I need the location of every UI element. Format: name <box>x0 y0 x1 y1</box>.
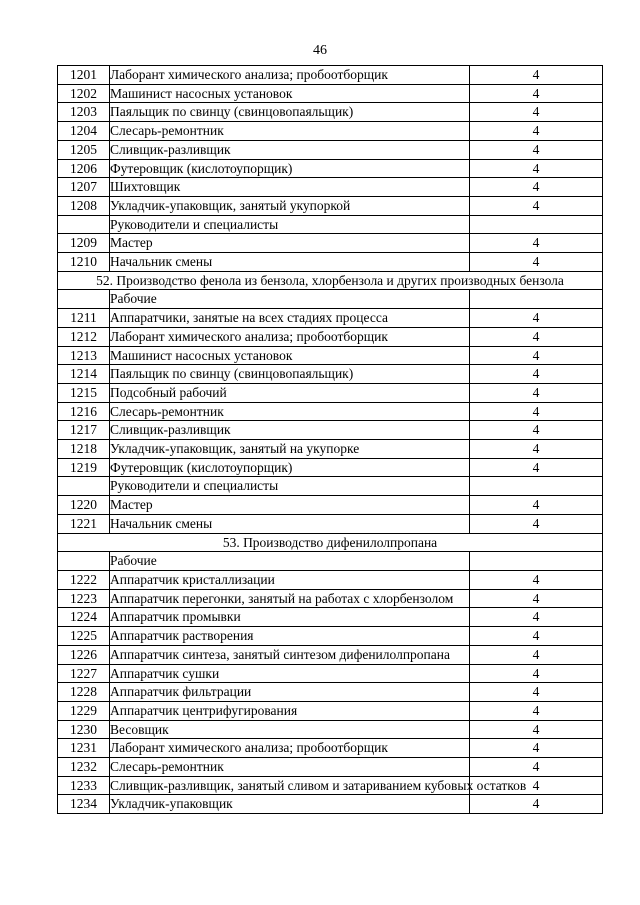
group-row <box>58 215 603 234</box>
table-body <box>58 66 603 814</box>
row-code: 1206 <box>58 159 110 178</box>
row-name: Аппаратчик перегонки, занятый на работах с хлорбензолом <box>110 589 470 608</box>
table-row <box>58 701 603 720</box>
empty-cell <box>58 477 110 496</box>
table-row <box>58 234 603 253</box>
row-class: 4 <box>470 383 603 402</box>
table-row <box>58 514 603 533</box>
table-row <box>58 346 603 365</box>
row-class: 4 <box>470 683 603 702</box>
row-name: Аппаратчик синтеза, занятый синтезом дифенилолпропана <box>110 645 470 664</box>
row-class: 4 <box>470 776 603 795</box>
row-name: Сливщик-разливщик <box>110 421 470 440</box>
section-title: 53. Производство дифенилолпропана <box>58 533 603 552</box>
row-name: Паяльщик по свинцу (свинцовопаяльщик) <box>110 103 470 122</box>
row-class: 4 <box>470 645 603 664</box>
row-class: 4 <box>470 66 603 85</box>
section-row <box>58 533 603 552</box>
row-class: 4 <box>470 664 603 683</box>
table-row <box>58 645 603 664</box>
row-name: Шихтовщик <box>110 178 470 197</box>
profession-table <box>57 65 603 814</box>
row-class: 4 <box>470 496 603 515</box>
row-class: 4 <box>470 365 603 384</box>
table-row <box>58 140 603 159</box>
table-row <box>58 758 603 777</box>
row-class: 4 <box>470 309 603 328</box>
row-name: Подсобный рабочий <box>110 383 470 402</box>
row-code: 1221 <box>58 514 110 533</box>
row-class: 4 <box>470 402 603 421</box>
table-row <box>58 159 603 178</box>
row-name: Футеровщик (кислотоупорщик) <box>110 458 470 477</box>
group-row <box>58 290 603 309</box>
row-name: Аппаратчик сушки <box>110 664 470 683</box>
row-class: 4 <box>470 346 603 365</box>
row-code: 1224 <box>58 608 110 627</box>
table-row <box>58 589 603 608</box>
row-name: Слесарь-ремонтник <box>110 122 470 141</box>
row-code: 1209 <box>58 234 110 253</box>
empty-cell <box>470 215 603 234</box>
row-name: Лаборант химического анализа; пробоотборщик <box>110 739 470 758</box>
table-row <box>58 720 603 739</box>
row-name: Сливщик-разливщик, занятый сливом и затариванием кубовых остатков <box>110 776 470 795</box>
table-row <box>58 739 603 758</box>
row-name: Аппаратчик фильтрации <box>110 683 470 702</box>
row-name: Слесарь-ремонтник <box>110 402 470 421</box>
row-code: 1201 <box>58 66 110 85</box>
row-class: 4 <box>470 84 603 103</box>
row-code: 1217 <box>58 421 110 440</box>
row-name: Аппаратчик центрифугирования <box>110 701 470 720</box>
empty-cell <box>58 552 110 571</box>
group-label: Руководители и специалисты <box>110 215 470 234</box>
row-name: Лаборант химического анализа; пробоотборщик <box>110 66 470 85</box>
table-row <box>58 664 603 683</box>
row-code: 1223 <box>58 589 110 608</box>
empty-cell <box>58 290 110 309</box>
page-number: 46 <box>313 43 327 58</box>
row-code: 1218 <box>58 440 110 459</box>
row-code: 1207 <box>58 178 110 197</box>
row-class: 4 <box>470 140 603 159</box>
row-class: 4 <box>470 122 603 141</box>
table-row <box>58 458 603 477</box>
table-row <box>58 178 603 197</box>
row-code: 1225 <box>58 627 110 646</box>
row-code: 1227 <box>58 664 110 683</box>
row-name: Машинист насосных установок <box>110 346 470 365</box>
group-row <box>58 552 603 571</box>
row-class: 4 <box>470 795 603 814</box>
row-class: 4 <box>470 458 603 477</box>
table-row <box>58 253 603 272</box>
row-class: 4 <box>470 103 603 122</box>
group-label: Рабочие <box>110 552 470 571</box>
row-name: Укладчик-упаковщик, занятый укупоркой <box>110 196 470 215</box>
empty-cell <box>470 477 603 496</box>
empty-cell <box>58 215 110 234</box>
table-row <box>58 66 603 85</box>
row-class: 4 <box>470 421 603 440</box>
row-code: 1229 <box>58 701 110 720</box>
row-name: Машинист насосных установок <box>110 84 470 103</box>
row-class: 4 <box>470 327 603 346</box>
row-name: Аппаратчик промывки <box>110 608 470 627</box>
row-code: 1228 <box>58 683 110 702</box>
row-class: 4 <box>470 627 603 646</box>
row-code: 1231 <box>58 739 110 758</box>
table-row <box>58 103 603 122</box>
table-row <box>58 196 603 215</box>
row-name: Мастер <box>110 496 470 515</box>
row-code: 1213 <box>58 346 110 365</box>
row-class: 4 <box>470 253 603 272</box>
row-class: 4 <box>470 514 603 533</box>
row-class: 4 <box>470 178 603 197</box>
row-code: 1234 <box>58 795 110 814</box>
table-row <box>58 683 603 702</box>
row-code: 1203 <box>58 103 110 122</box>
row-class: 4 <box>470 608 603 627</box>
group-row <box>58 477 603 496</box>
row-code: 1211 <box>58 309 110 328</box>
row-code: 1222 <box>58 570 110 589</box>
row-name: Слесарь-ремонтник <box>110 758 470 777</box>
table-row <box>58 365 603 384</box>
row-class: 4 <box>470 570 603 589</box>
table-row <box>58 383 603 402</box>
row-name: Укладчик-упаковщик, занятый на укупорке <box>110 440 470 459</box>
empty-cell <box>470 552 603 571</box>
table-row <box>58 122 603 141</box>
table-row <box>58 327 603 346</box>
row-name: Аппаратчик растворения <box>110 627 470 646</box>
row-code: 1208 <box>58 196 110 215</box>
table-row <box>58 440 603 459</box>
row-class: 4 <box>470 196 603 215</box>
table-row <box>58 608 603 627</box>
row-class: 4 <box>470 234 603 253</box>
row-class: 4 <box>470 159 603 178</box>
table-row <box>58 776 603 795</box>
row-code: 1219 <box>58 458 110 477</box>
row-class: 4 <box>470 440 603 459</box>
row-code: 1233 <box>58 776 110 795</box>
row-class: 4 <box>470 720 603 739</box>
table-row <box>58 570 603 589</box>
row-code: 1210 <box>58 253 110 272</box>
table-row <box>58 795 603 814</box>
row-class: 4 <box>470 589 603 608</box>
table-row <box>58 402 603 421</box>
row-code: 1205 <box>58 140 110 159</box>
table-row <box>58 421 603 440</box>
table-row <box>58 496 603 515</box>
row-code: 1232 <box>58 758 110 777</box>
section-title: 52. Производство фенола из бензола, хлорбензола и других производных бензола <box>58 271 603 290</box>
row-name: Мастер <box>110 234 470 253</box>
row-code: 1212 <box>58 327 110 346</box>
group-label: Рабочие <box>110 290 470 309</box>
row-name: Футеровщик (кислотоупорщик) <box>110 159 470 178</box>
empty-cell <box>470 290 603 309</box>
row-name: Лаборант химического анализа; пробоотборщик <box>110 327 470 346</box>
row-name: Аппаратчик кристаллизации <box>110 570 470 589</box>
row-code: 1202 <box>58 84 110 103</box>
row-name: Начальник смены <box>110 514 470 533</box>
row-code: 1204 <box>58 122 110 141</box>
row-name: Начальник смены <box>110 253 470 272</box>
row-code: 1230 <box>58 720 110 739</box>
group-label: Руководители и специалисты <box>110 477 470 496</box>
row-class: 4 <box>470 739 603 758</box>
table-row <box>58 84 603 103</box>
row-name: Весовщик <box>110 720 470 739</box>
row-code: 1215 <box>58 383 110 402</box>
row-code: 1220 <box>58 496 110 515</box>
row-code: 1216 <box>58 402 110 421</box>
row-class: 4 <box>470 701 603 720</box>
row-class: 4 <box>470 758 603 777</box>
row-code: 1226 <box>58 645 110 664</box>
section-row <box>58 271 603 290</box>
table-row <box>58 627 603 646</box>
row-name: Сливщик-разливщик <box>110 140 470 159</box>
table-row <box>58 309 603 328</box>
row-name: Паяльщик по свинцу (свинцовопаяльщик) <box>110 365 470 384</box>
row-code: 1214 <box>58 365 110 384</box>
row-name: Аппаратчики, занятые на всех стадиях процесса <box>110 309 470 328</box>
row-name: Укладчик-упаковщик <box>110 795 470 814</box>
